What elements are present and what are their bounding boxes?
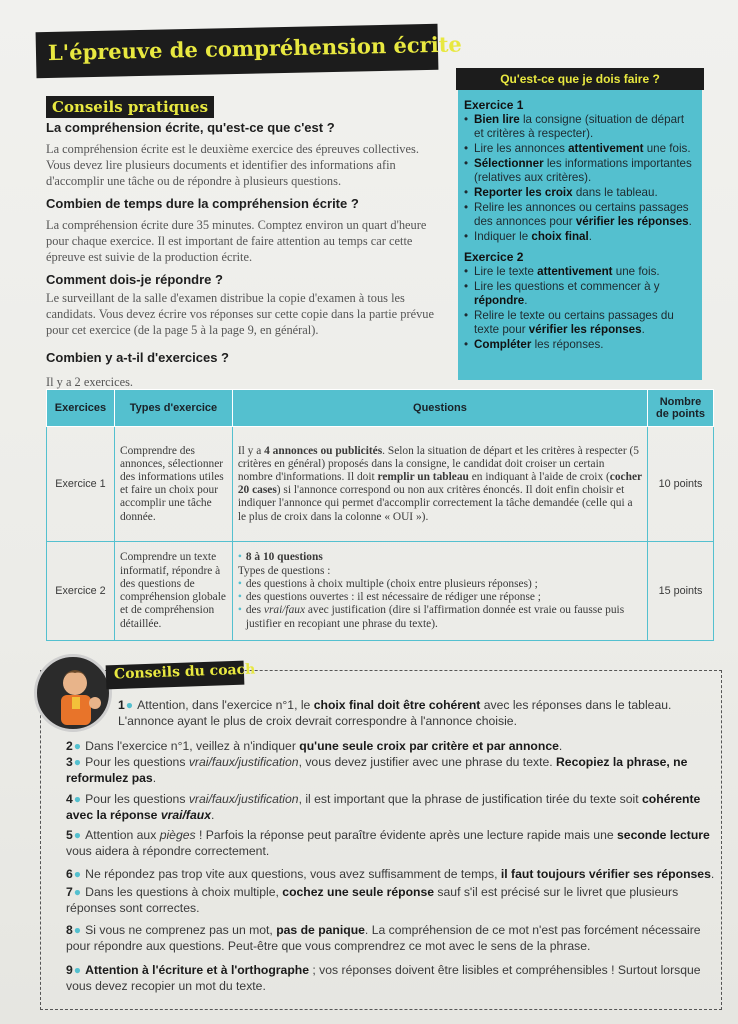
section-heading-4: Combien y a-t-il d'exercices ?: [46, 350, 229, 365]
section-text-2: La compréhension écrite dure 35 minutes. Comptez environ un quart d'heure pour chaque exercice. Il est important de faire attention au temps car cette épreuve est suivie de la production écrite.: [46, 218, 427, 264]
side-ex1-item: • Bien lire la consigne (situation de départ et critères à respecter).: [464, 113, 694, 141]
table-row: [47, 542, 714, 641]
coach-tip-1: 1● Attention, dans l'exercice n°1, le choix final doit être cohérent avec les réponses dans le tableau. L'annonce ayant le plus de croix devrait correspondre à l'annonce choisie.: [118, 698, 672, 728]
table-row: [47, 427, 714, 542]
coach-tip-4: 4● Pour les questions vrai/faux/justification, il est important que la phrase de justification tirée du texte soit cohérente avec la réponse vrai/faux.: [66, 792, 701, 822]
cell-ex2-name: Exercice 2: [47, 542, 115, 641]
coach-tip-5: 5● Attention aux pièges ! Parfois la réponse peut paraître évidente après une lecture rapide mais une seconde lecture vous aidera à répondre correctement.: [66, 828, 710, 858]
coach-tip-8: 8● Si vous ne comprenez pas un mot, pas de panique. La compréhension de ce mot n'est pas forcément nécessaire pour répondre aux questions. Peut-être que vous comprendrez ce mot avec le sens de la phrase.: [66, 923, 701, 953]
side-ex1-title: Exercice 1: [464, 98, 524, 112]
coach-tip-6: 6● Ne répondez pas trop vite aux questions, vous avez suffisamment de temps, il faut toujours vérifier ses réponses.: [66, 867, 715, 881]
section-text-1: La compréhension écrite est le deuxième exercice des épreuves collectives. Vous devez lire plusieurs documents et identifier des informations afin d'accomplir une tâche ou de répondre à plusieurs questions.: [46, 142, 419, 188]
section-heading-3: Comment dois-je répondre ?: [46, 272, 223, 287]
coach-tip-3: 3● Pour les questions vrai/faux/justification, vous devez justifier avec une phrase du texte. Recopiez la phrase, ne reformulez pas.: [66, 755, 688, 785]
coach-tip-2: 2● Dans l'exercice n°1, veillez à n'indiquer qu'une seule croix par critère et par annonce.: [66, 739, 563, 753]
side-ex2-item: • Lire le texte attentivement une fois.: [464, 265, 694, 279]
page-title: L'épreuve de compréhension écrite: [47, 31, 462, 66]
side-ex1-item: • Lire les annonces attentivement une fois.: [464, 142, 694, 156]
col-header-exercices: Exercices: [47, 390, 115, 427]
coach-title: Conseils du coach: [113, 661, 256, 683]
conseils-pratiques-tag: Conseils pratiques: [46, 96, 214, 118]
side-ex1-item: • Indiquer le choix final.: [464, 230, 694, 244]
section-heading-1: La compréhension écrite, qu'est-ce que c'est ?: [46, 120, 335, 135]
col-header-points: Nombre de points: [648, 390, 714, 427]
cell-ex1-name: Exercice 1: [47, 427, 115, 542]
side-box-heading: Qu'est-ce que je dois faire ?: [456, 68, 704, 90]
q-bullet: • des questions à choix multiple (choix entre plusieurs réponses) ;: [238, 578, 642, 591]
section-text-4: Il y a 2 exercices.: [46, 375, 134, 389]
col-header-types: Types d'exercice: [114, 390, 232, 427]
q-bullet: • des questions ouvertes : il est nécessaire de rédiger une réponse ;: [238, 591, 642, 604]
q-intro: Types de questions :: [237, 564, 331, 577]
cell-ex2-points: 15 points: [648, 542, 714, 641]
side-ex2-item: • Relire le texte ou certains passages du texte pour vérifier les réponses.: [464, 309, 694, 337]
side-box: [458, 90, 702, 380]
table-header-row: [47, 390, 714, 427]
cell-ex1-questions: Il y a 4 annonces ou publicités. Selon la situation de départ et les critères à respecter (5 critères en général) proposés dans la consigne, le candidat doit croiser un certain nombre d'informations. Il doit remplir un tableau en indiquant à l'aide de croix (cocher 20 cases) si l'annonce correspond ou non aux critères énoncés. Il doit enfin choisir et indiquer l'annonce qui permet d'accomplir correctement la tâche demandée (celle qui a le plus de croix dans la colonne « OUI »).: [232, 427, 647, 542]
section-heading-2: Combien de temps dure la compréhension écrite ?: [46, 196, 359, 211]
side-ex1-item: • Relire les annonces ou certains passages des annonces pour vérifier les réponses.: [464, 201, 694, 229]
side-ex2-item: • Lire les questions et commencer à y répondre.: [464, 280, 694, 308]
cell-ex1-type: Comprendre des annonces, sélectionner des informations utiles et faire un choix pour accomplir une tâche donnée.: [114, 427, 232, 542]
cell-ex1-points: 10 points: [648, 427, 714, 542]
side-ex2-title: Exercice 2: [464, 250, 524, 264]
coach-tip-7: 7● Dans les questions à choix multiple, cochez une seule réponse sauf s'il est précisé sur le livret que plusieurs réponses sont correctes.: [66, 885, 679, 915]
coach-tip-9: 9● Attention à l'écriture et à l'orthographe ; vos réponses doivent être lisibles et compréhensibles ! Surtout lorsque vous devez recopier un mot du texte.: [66, 963, 701, 993]
cell-ex2-questions: [232, 542, 647, 641]
cell-ex2-type: Comprendre un texte informatif, répondre à des questions de compréhension globale et de compréhension détaillée.: [114, 542, 232, 641]
coach-avatar: [34, 654, 112, 732]
exercise-table: [46, 389, 714, 641]
q-head: • 8 à 10 questions: [238, 551, 642, 564]
col-header-questions: Questions: [232, 390, 647, 427]
side-ex1-item: • Sélectionner les informations importantes (relatives aux critères).: [464, 157, 694, 185]
section-text-3: Le surveillant de la salle d'examen distribue la copie d'examen à tous les candidats. Vous devez écrire vos réponses sur cette copie dans la partie prévue pour cet exercice (de la page 5 à la page 9, en général).: [46, 291, 434, 337]
side-ex1-item: • Reporter les croix dans le tableau.: [464, 186, 694, 200]
side-ex2-item: • Compléter les réponses.: [464, 338, 694, 352]
q-bullet: • des vrai/faux avec justification (dire si l'affirmation donnée est vraie ou fausse puis justifier en recopiant une phrase du texte).: [238, 604, 642, 630]
